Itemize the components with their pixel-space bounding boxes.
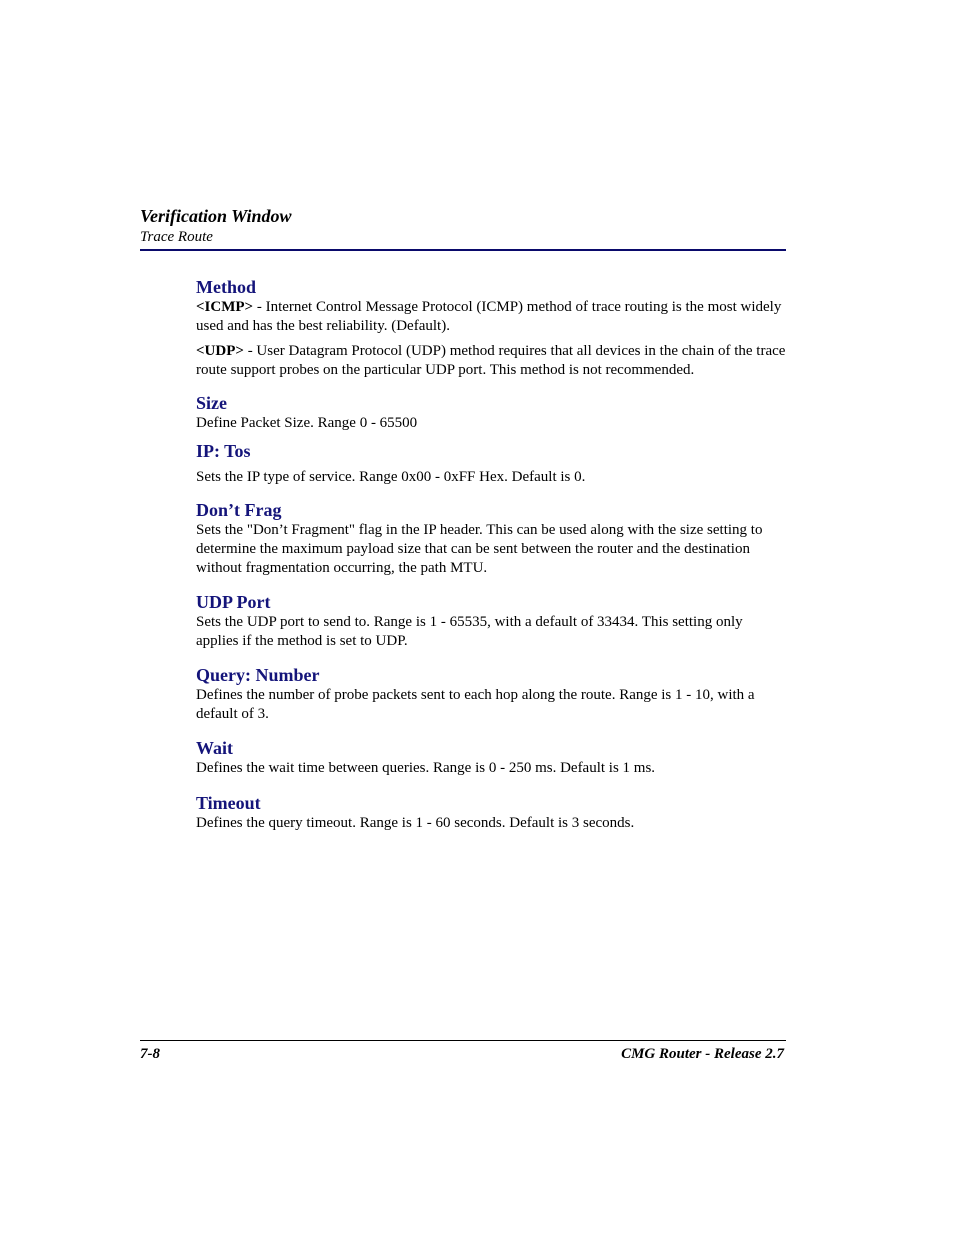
header-subtitle: Trace Route (140, 229, 213, 245)
section-wait (196, 737, 788, 778)
footer-divider (140, 1040, 786, 1041)
section-ip-tos (196, 440, 788, 487)
query-number-heading: Query: Number (196, 665, 320, 685)
udp-text: - User Datagram Protocol (UDP) method requires that all devices in the chain of the trace route support probes on the particular UDP port. This method is not recommended. (196, 343, 786, 378)
section-method (196, 276, 788, 380)
method-udp-paragraph (196, 342, 788, 380)
icmp-text: - Internet Control Message Protocol (ICMP) method of trace routing is the most widely used and has the best reliability. (Default). (196, 299, 782, 334)
section-dont-frag (196, 499, 788, 578)
udp-port-heading: UDP Port (196, 592, 271, 612)
ip-tos-heading: IP: Tos (196, 441, 251, 461)
method-heading: Method (196, 277, 256, 297)
wait-text: Defines the wait time between queries. Range is 0 - 250 ms. Default is 1 ms. (196, 760, 656, 776)
header-title: Verification Window (140, 206, 292, 226)
dont-frag-text: Sets the "Don’t Fragment" flag in the IP header. This can be used along with the size setting to determine the maximum payload size that can be sent between the router and the destination without fragmentation occurring, the path MTU. (196, 522, 763, 576)
page-number: 7-8 (140, 1046, 160, 1062)
udp-port-text: Sets the UDP port to send to. Range is 1 - 65535, with a default of 33434. This setting only applies if the method is set to UDP. (196, 614, 743, 649)
section-query-number (196, 664, 788, 724)
udp-tag: <UDP> (196, 343, 244, 359)
ip-tos-text: Sets the IP type of service. Range 0x00 - 0xFF Hex. Default is 0. (196, 469, 586, 485)
size-heading: Size (196, 393, 227, 413)
header-divider (140, 249, 786, 251)
icmp-tag: <ICMP> (196, 299, 254, 315)
timeout-heading: Timeout (196, 793, 261, 813)
section-udp-port (196, 591, 788, 651)
timeout-text: Defines the query timeout. Range is 1 - 60 seconds. Default is 3 seconds. (196, 815, 635, 831)
query-number-text: Defines the number of probe packets sent to each hop along the route. Range is 1 - 10, with a default of 3. (196, 687, 755, 722)
section-timeout (196, 792, 788, 833)
wait-heading: Wait (196, 738, 234, 758)
section-size (196, 392, 788, 433)
content (196, 276, 788, 833)
dont-frag-heading: Don’t Frag (196, 500, 282, 520)
method-icmp-paragraph (196, 298, 788, 336)
size-text: Define Packet Size. Range 0 - 65500 (196, 415, 418, 431)
footer-product: CMG Router - Release 2.7 (621, 1046, 784, 1062)
